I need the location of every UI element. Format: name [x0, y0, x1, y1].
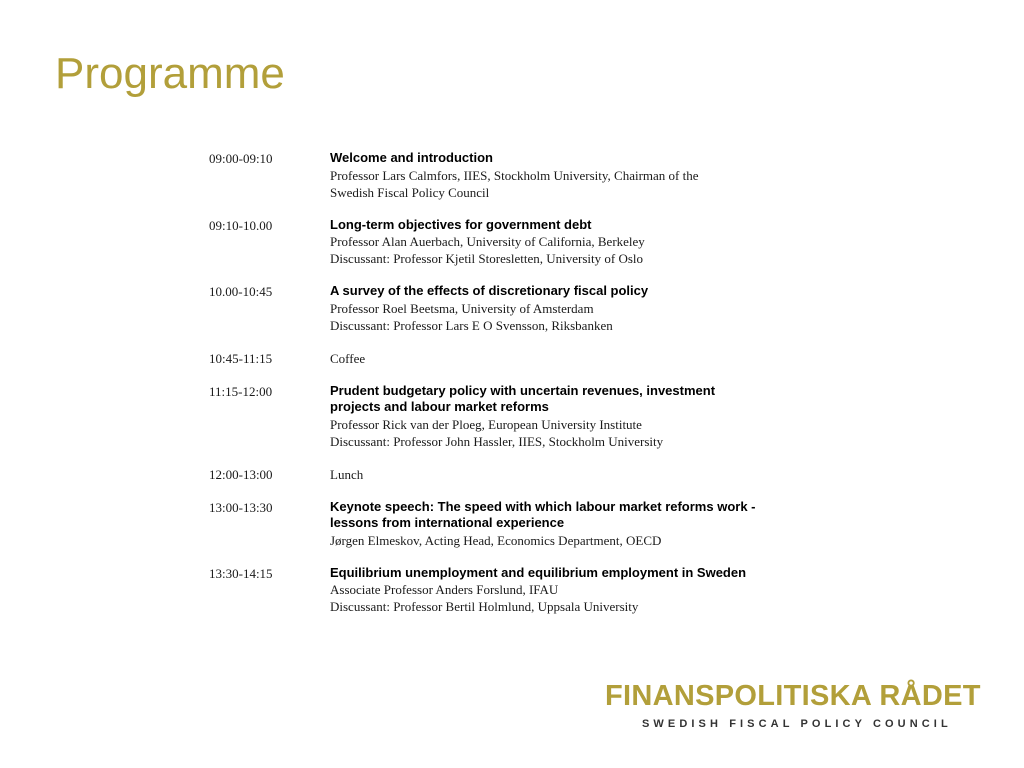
session-detail: Associate Professor Anders Forslund, IFAU: [330, 582, 559, 597]
session-title: A survey of the effects of discretionary fiscal policy: [330, 283, 649, 298]
session-time: 10.00-10:45: [209, 284, 273, 299]
session-detail: Discussant: Professor Lars E O Svensson, Riksbanken: [330, 317, 613, 333]
session-time: 09:00-09:10: [209, 151, 273, 166]
programme-item: [209, 283, 829, 334]
session-detail: Coffee: [330, 350, 366, 366]
session-detail: Professor Alan Auerbach, University of California, Berkeley: [330, 234, 645, 249]
session-detail: Discussant: Professor John Hassler, IIES, Stockholm University: [330, 433, 664, 449]
session-detail: Jørgen Elmeskov, Acting Head, Economics Department, OECD: [330, 532, 662, 548]
session-time: 09:10-10.00: [209, 217, 273, 233]
session-detail: Discussant: Professor Kjetil Storesletten, University of Oslo: [330, 251, 644, 266]
session-time: 11:15-12:00: [209, 383, 273, 399]
programme-item: [209, 565, 829, 616]
session-title: Long-term objectives for government debt: [330, 216, 592, 232]
session-time: 13:30-14:15: [209, 565, 273, 581]
council-logo: [605, 682, 981, 730]
programme-item: [209, 383, 829, 450]
programme-item: [209, 499, 829, 549]
session-time: 10:45-11:15: [209, 350, 273, 366]
session-title: Equilibrium unemployment and equilibrium employment in Sweden: [330, 564, 747, 580]
session-detail: Discussant: Professor Bertil Holmlund, Uppsala University: [330, 599, 639, 614]
session-detail: Professor Rick van der Ploeg, European University Institute: [330, 416, 642, 432]
session-title: Welcome and introduction: [330, 150, 493, 165]
session-detail: Professor Roel Beetsma, University of Amsterdam: [330, 300, 594, 316]
session-detail: Swedish Fiscal Policy Council: [330, 184, 490, 200]
logo-subtitle: SWEDISH FISCAL POLICY COUNCIL: [642, 718, 952, 730]
programme-item: [209, 466, 829, 483]
session-detail: Professor Lars Calmfors, IIES, Stockholm University, Chairman of the: [330, 167, 699, 183]
session-time: 13:00-13:30: [209, 499, 273, 515]
session-title: Prudent budgetary policy with uncertain revenues, investment projects and labour market reforms: [330, 382, 716, 414]
page-title: Programme: [55, 49, 285, 98]
programme-item: [209, 150, 829, 201]
programme-item: [209, 217, 829, 268]
programme-list: [209, 150, 829, 631]
session-detail: Lunch: [330, 466, 364, 482]
logo-name: FINANSPOLITISKA RÅDET: [605, 680, 981, 712]
session-time: 12:00-13:00: [209, 466, 273, 482]
session-title: Keynote speech: The speed with which labour market reforms work - lessons from international experience: [330, 498, 756, 530]
programme-item: [209, 350, 829, 367]
